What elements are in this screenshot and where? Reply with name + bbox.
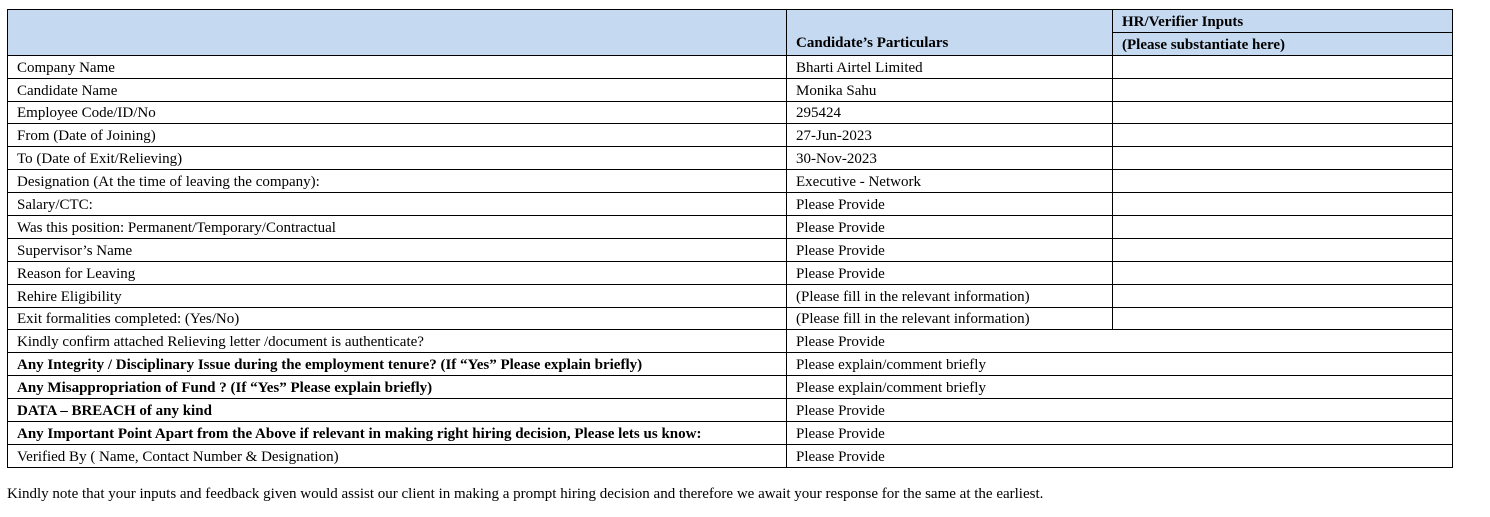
table-header-row: [8, 10, 1453, 33]
table-row-supervisor-name: [8, 238, 1453, 261]
row-label: To (Date of Exit/Relieving): [8, 147, 787, 170]
row-hr-input[interactable]: [1113, 78, 1453, 101]
row-label: DATA – BREACH of any kind: [8, 399, 787, 422]
row-label: Exit formalities completed: (Yes/No): [8, 307, 787, 330]
row-value: Please Provide: [787, 238, 1113, 261]
row-hr-input[interactable]: [1113, 101, 1453, 124]
row-value[interactable]: Please Provide: [787, 422, 1453, 445]
row-value[interactable]: Please Provide: [787, 399, 1453, 422]
header-candidate-particulars: Candidate’s Particulars: [787, 10, 1113, 56]
row-value: 27-Jun-2023: [787, 124, 1113, 147]
row-value: Please Provide: [787, 261, 1113, 284]
row-label: Salary/CTC:: [8, 193, 787, 216]
row-value: 30-Nov-2023: [787, 147, 1113, 170]
row-label: Kindly confirm attached Relieving letter /document is authenticate?: [8, 330, 787, 353]
row-hr-input[interactable]: [1113, 261, 1453, 284]
row-label: Reason for Leaving: [8, 261, 787, 284]
table-row-reason-for-leaving: [8, 261, 1453, 284]
table-row-candidate-name: [8, 78, 1453, 101]
row-value: Bharti Airtel Limited: [787, 55, 1113, 78]
row-hr-input[interactable]: [1113, 307, 1453, 330]
table-row-misappropriation: [8, 376, 1453, 399]
row-hr-input[interactable]: [1113, 55, 1453, 78]
table-row-rehire-eligibility: [8, 284, 1453, 307]
row-label: Supervisor’s Name: [8, 238, 787, 261]
row-value: Please Provide: [787, 216, 1113, 239]
row-label: Was this position: Permanent/Temporary/Contractual: [8, 216, 787, 239]
row-label: Designation (At the time of leaving the company):: [8, 170, 787, 193]
row-value[interactable]: Please Provide: [787, 444, 1453, 467]
row-value[interactable]: Please Provide: [787, 330, 1453, 353]
closing-note: Kindly note that your inputs and feedback given would assist our client in making a prompt hiring decision and therefore we await your response for the same at the earliest.: [7, 486, 1044, 502]
row-label: Employee Code/ID/No: [8, 101, 787, 124]
row-label: Any Misappropriation of Fund ? (If “Yes” Please explain briefly): [8, 376, 787, 399]
header-hr-substantiate: (Please substantiate here): [1113, 32, 1453, 55]
row-hr-input[interactable]: [1113, 238, 1453, 261]
table-row-data-breach: [8, 399, 1453, 422]
row-value: Executive - Network: [787, 170, 1113, 193]
row-hr-input[interactable]: [1113, 170, 1453, 193]
row-hr-input[interactable]: [1113, 124, 1453, 147]
row-label: Company Name: [8, 55, 787, 78]
row-hr-input[interactable]: [1113, 284, 1453, 307]
header-hr-verifier-inputs: HR/Verifier Inputs: [1113, 10, 1453, 33]
row-value[interactable]: Please explain/comment briefly: [787, 353, 1453, 376]
table-row-designation: [8, 170, 1453, 193]
row-value: 295424: [787, 101, 1113, 124]
table-row-verified-by: [8, 444, 1453, 467]
table-row-company-name: [8, 55, 1453, 78]
row-label: Verified By ( Name, Contact Number & Designation): [8, 444, 787, 467]
row-label: From (Date of Joining): [8, 124, 787, 147]
row-value: Please Provide: [787, 193, 1113, 216]
table-row-date-of-joining: [8, 124, 1453, 147]
row-label: Any Integrity / Disciplinary Issue during the employment tenure? (If “Yes” Please explain briefly): [8, 353, 787, 376]
table-row-salary: [8, 193, 1453, 216]
row-hr-input[interactable]: [1113, 193, 1453, 216]
row-hr-input[interactable]: [1113, 216, 1453, 239]
table-row-integrity-issue: [8, 353, 1453, 376]
row-label: Rehire Eligibility: [8, 284, 787, 307]
row-value: (Please fill in the relevant information): [787, 307, 1113, 330]
row-value: Monika Sahu: [787, 78, 1113, 101]
table-row-date-of-exit: [8, 147, 1453, 170]
row-label: Candidate Name: [8, 78, 787, 101]
table-row-employee-code: [8, 101, 1453, 124]
row-hr-input[interactable]: [1113, 147, 1453, 170]
row-value: (Please fill in the relevant information): [787, 284, 1113, 307]
row-value[interactable]: Please explain/comment briefly: [787, 376, 1453, 399]
verification-table: [7, 9, 1453, 468]
table-row-important-point: [8, 422, 1453, 445]
table-row-exit-formalities: [8, 307, 1453, 330]
row-label: Any Important Point Apart from the Above if relevant in making right hiring decision, Please lets us know:: [8, 422, 787, 445]
table-row-relieving-letter: [8, 330, 1453, 353]
header-field-column: [8, 10, 787, 56]
table-row-position-type: [8, 216, 1453, 239]
